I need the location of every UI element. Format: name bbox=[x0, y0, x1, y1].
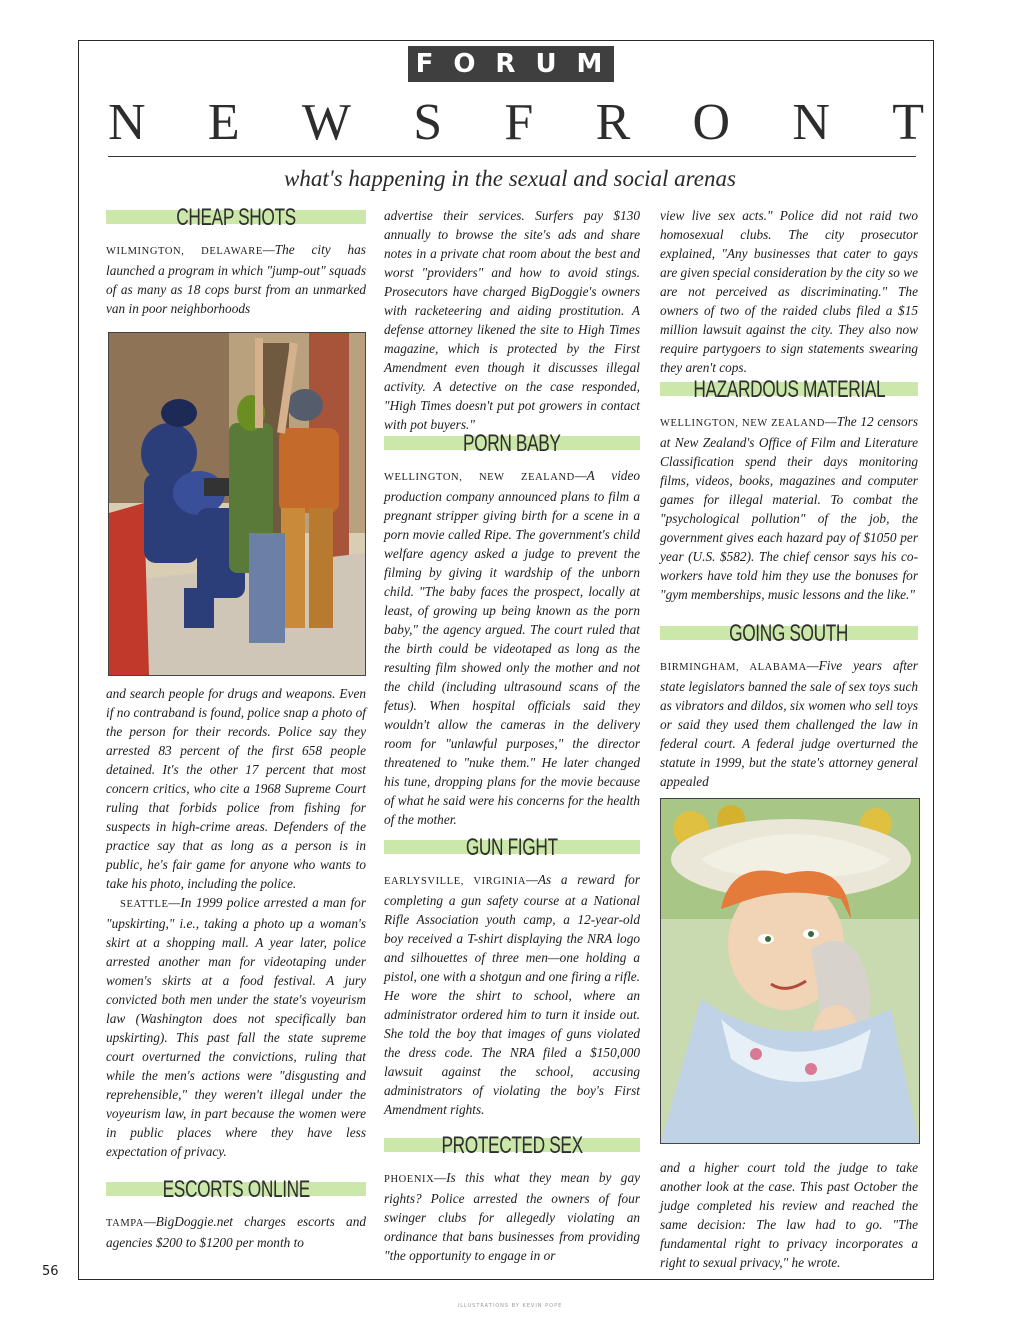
article-paragraph bbox=[384, 1168, 640, 1265]
column-1-bottom bbox=[106, 1175, 366, 1252]
dateline: WELLINGTON, NEW ZEALAND bbox=[384, 472, 575, 483]
article-text: —In 1999 police arrested a man for "upskirting," i.e., taking a photo up a woman's skirt at a shopping mall. A year later, police arrested another man for videotaping under women's skirts at a food festival. A jury convicted both men under the state's voyeurism law (Washington does not specifically ban upskirting). This past fall the state supreme court overturned the convictions, ruling that while the men's actions were "disgusting and reprehensible," they weren't illegal under the voyeurism law, in part because the women were in public places where they have less expectation of privacy. bbox=[106, 895, 366, 1159]
article-paragraph: view live sex acts." Police did not raid two homosexual clubs. The city prosecutor explained, "Any businesses that cater to gays are given special consideration by the city so we are not perceived as discriminating." The owners of two of the raided clubs filed a $15 million lawsuit against the city. They also now require partygoers to sign statements swearing they aren't cops. bbox=[660, 208, 918, 375]
masthead-letter: E bbox=[207, 93, 240, 151]
masthead-letter: R bbox=[595, 93, 631, 151]
masthead-letter: T bbox=[892, 93, 924, 151]
article-text: —The city has launched a program in which "jump-out" squads of as many as 18 cops burst from an unmarked van in poor neighborhoods bbox=[106, 242, 366, 316]
article-text: —A video production company announced plans to film a pregnant stripper giving birth for a scene in a porn movie called Ripe. The government's child welfare agency asked a judge to prevent the filming by giving it wardship of the unborn child. "The baby faces the prospect, locally at least, of growing up being known as the porn baby," the agency argued. The court ruled that the birth could be videotaped as long as the resulting film showed only the mother and not the child (including ultrasound scans of the fetus). When hospital officials said they wouldn't allow the cameras in the delivery room for "unlawful purposes," the director threatened to "nuke them." He later changed his tune, dropping plans for the movie because of what he said were his concerns for the health of the mother. bbox=[384, 468, 641, 827]
column-3-going-south bbox=[660, 619, 918, 791]
page-number: 56 bbox=[42, 1264, 59, 1279]
column-1-continued bbox=[106, 684, 366, 1161]
illustration-credit: ILLUSTRATIONS BY KEVIN POPE bbox=[457, 1303, 563, 1309]
dateline: BIRMINGHAM, ALABAMA bbox=[660, 662, 807, 673]
article-text: —The 12 censors at New Zealand's Office of Film and Literature Classification spend their days monitoring films, videos, books, magazines and computer games for illegal material. To combat the "psychological pollution" of the job, the government gives each hazard pay of $1050 per year (U.S. $582). The chief censor says his co-workers have told him they use the bonuses for "gym memberships, music lessons and the like." bbox=[660, 414, 919, 602]
column-2-gun-fight bbox=[384, 833, 640, 1119]
article-paragraph bbox=[660, 656, 918, 791]
article-paragraph bbox=[384, 870, 640, 1119]
masthead-letter: N bbox=[792, 93, 830, 151]
masthead-letter: O bbox=[692, 93, 731, 151]
dateline: WILMINGTON, DELAWARE bbox=[106, 246, 263, 257]
heading-text: HAZARDOUS MATERIAL bbox=[693, 375, 885, 403]
police-illustration bbox=[108, 332, 366, 676]
article-paragraph bbox=[106, 893, 366, 1161]
section-heading bbox=[106, 1175, 366, 1203]
article-paragraph bbox=[106, 240, 366, 318]
column-3 bbox=[660, 206, 918, 377]
woman-illustration bbox=[660, 798, 920, 1144]
heading-text: GUN FIGHT bbox=[466, 833, 558, 861]
column-3-bottom bbox=[660, 1158, 918, 1272]
section-heading bbox=[106, 203, 366, 231]
article-paragraph: and a higher court told the judge to take another look at the case. This past October the judge completed his review and reached the same decision: The law had to go. "The fundamental right to privacy incorporates a right to sexual privacy," he wrote. bbox=[660, 1160, 918, 1270]
heading-text: PROTECTED SEX bbox=[441, 1131, 583, 1159]
dateline: SEATTLE bbox=[120, 899, 169, 910]
article-text: —As a reward for completing a gun safety course at a National Rifle Association youth camp, a 12-year-old boy received a T-shirt displaying the NRA logo and silhouettes of three men—one holding a pistol, one with a shotgun and one firing a rifle. He wore the shirt to school, where an administrator ordered him to turn it inside out. She told the boy that images of guns violated the dress code. The NRA filed a $150,000 lawsuit against the school, accusing administrators of violating the boy's First Amendment rights. bbox=[384, 872, 640, 1117]
heading-text: GOING SOUTH bbox=[729, 619, 849, 647]
masthead-letter: F bbox=[504, 93, 534, 151]
section-heading bbox=[384, 833, 640, 861]
masthead-rule bbox=[108, 156, 916, 157]
heading-text: CHEAP SHOTS bbox=[176, 203, 296, 231]
column-2 bbox=[384, 206, 640, 434]
section-heading bbox=[384, 1131, 640, 1159]
dateline: EARLYSVILLE, VIRGINIA bbox=[384, 876, 527, 887]
dateline: WELLINGTON, NEW ZEALAND bbox=[660, 418, 825, 429]
dateline: TAMPA bbox=[106, 1218, 144, 1229]
column-1 bbox=[106, 203, 366, 318]
dateline: PHOENIX bbox=[384, 1174, 435, 1185]
masthead-letter: W bbox=[301, 93, 351, 151]
article-paragraph bbox=[106, 1212, 366, 1252]
column-2-porn-baby bbox=[384, 429, 641, 829]
article-paragraph: and search people for drugs and weapons. Even if no contraband is found, police snap a photo of the person for their records. Police say they arrested 83 percent of the first 658 people detained. It's the other 17 percent that most concern critics, who cite a 1968 Supreme Court ruling that forbids police from fishing for suspects in high-crime areas. Defenders of the practice say that as long as a person is in public, he's fair game for anyone who wants to take his photo, including the police. bbox=[106, 686, 366, 891]
article-paragraph: advertise their services. Surfers pay $130 annually to browse the site's ads and share notes in a private chat room about the best and worst "providers" and how to avoid stings. Prosecutors have charged BigDoggie's owners with racketeering and aiding prostitution. A defense attorney likened the site to High Times magazine, which is protected by the First Amendment even though it discusses illegal activity. A detective on the case responded, "High Times doesn't put pot growers in contact with pot buyers." bbox=[384, 208, 640, 432]
column-3-hazardous bbox=[660, 375, 919, 604]
article-text: —Is this what they mean by gay rights? Police arrested the owners of four swinger clubs for allegedly violating an ordinance that bans businesses from providing "the opportunity to engage in or bbox=[384, 1170, 640, 1263]
article-text: —BigDoggie.net charges escorts and agencies $200 to $1200 per month to bbox=[106, 1214, 366, 1250]
section-heading bbox=[660, 619, 918, 647]
article-paragraph bbox=[660, 412, 918, 604]
article-paragraph bbox=[384, 466, 640, 829]
section-heading bbox=[384, 429, 640, 457]
column-2-protected-sex bbox=[384, 1131, 640, 1265]
masthead bbox=[108, 92, 924, 152]
heading-text: ESCORTS ONLINE bbox=[162, 1175, 310, 1203]
forum-label: FORUM bbox=[408, 46, 614, 82]
masthead-letter: N bbox=[108, 93, 146, 151]
masthead-letter: S bbox=[413, 93, 443, 151]
section-heading bbox=[660, 375, 918, 403]
tagline: what's happening in the sexual and social arenas bbox=[284, 166, 736, 191]
heading-text: PORN BABY bbox=[463, 429, 561, 457]
article-text: —Five years after state legislators banned the sale of sex toys such as vibrators and dildos, six women who sell toys or said they used them challenged the law in federal court. A federal judge overturned the statute in 1999, but the state's attorney general appealed bbox=[660, 658, 918, 789]
